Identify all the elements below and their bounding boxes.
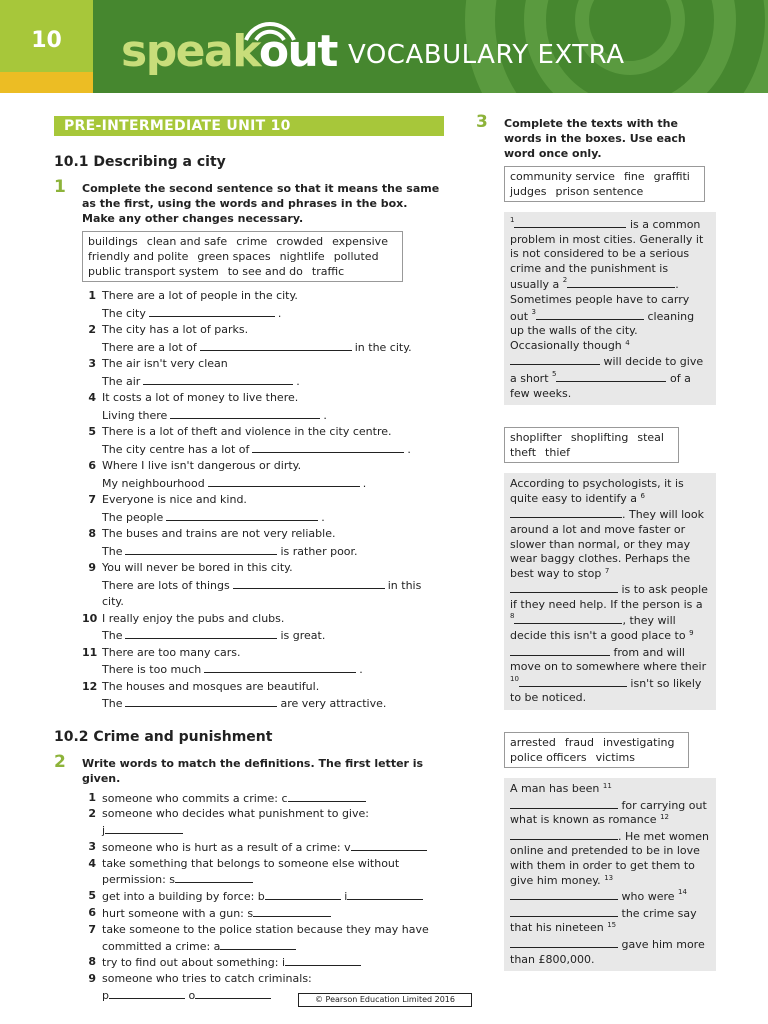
exercise-item: [82, 424, 444, 458]
item-number: 3: [88, 839, 96, 853]
exercise-item: [82, 888, 444, 905]
answer-blank[interactable]: [125, 695, 277, 707]
sentence-end: .: [323, 408, 327, 422]
first-letter: i: [344, 890, 348, 904]
word-box-line: [510, 430, 673, 445]
answer-blank[interactable]: [510, 936, 618, 948]
answer-blank[interactable]: [125, 543, 277, 555]
exercise-item: [82, 905, 444, 922]
original-sentence: Everyone is nice and kind.: [102, 493, 247, 506]
word-option: shoplifting: [570, 431, 629, 445]
answer-blank[interactable]: [166, 509, 318, 521]
item-number: 11: [82, 645, 98, 659]
word-option: traffic: [311, 265, 345, 278]
word-option: buildings: [88, 235, 138, 248]
sentence-end: in the city.: [354, 340, 412, 354]
answer-blank[interactable]: [510, 506, 622, 518]
word-option: polluted: [333, 250, 379, 263]
exercise-item: [82, 839, 444, 856]
answer-blank[interactable]: [536, 308, 644, 320]
sentence-start: The air: [102, 374, 141, 388]
exercise-item: [82, 356, 444, 390]
rewrite-sentence: [102, 661, 444, 679]
definition-text: [102, 856, 444, 872]
item-number: 8: [88, 527, 96, 540]
word-option: crime: [236, 235, 268, 248]
sentence-start: The people: [102, 510, 164, 524]
word-option: thief: [545, 446, 571, 460]
sentence-end: .: [277, 306, 282, 320]
gap-number: 1: [510, 216, 515, 224]
gap-number: 8: [510, 612, 515, 621]
original-sentence: There are too many cars.: [102, 645, 241, 659]
definition-line: hurt someone with a gun: s: [102, 907, 254, 921]
word-option: nightlife: [279, 250, 325, 263]
sentence-start: The: [102, 544, 123, 558]
word-option: fraud: [564, 736, 595, 750]
word-box-2: [504, 427, 679, 463]
exercise-item: [82, 560, 444, 611]
item-number: 7: [88, 922, 96, 936]
answer-blank[interactable]: [200, 339, 352, 351]
answer-blank[interactable]: [109, 987, 185, 999]
first-letter: p: [102, 989, 109, 1003]
exercise-instruction: Write words to match the definitions. The first letter is given.: [82, 756, 424, 785]
copyright-footer: © Pearson Education Limited 2016: [298, 993, 472, 1007]
answer-blank[interactable]: [149, 305, 275, 317]
sentence-end: is rather poor.: [280, 544, 358, 558]
text-segment: will decide to give a short: [510, 355, 704, 385]
gap-number: 2: [562, 276, 568, 285]
rewrite-sentence: [102, 475, 444, 493]
exercise-number: 3: [476, 112, 488, 132]
answer-blank[interactable]: [510, 888, 618, 900]
word-option: prison sentence: [555, 185, 644, 198]
answer-blank[interactable]: [195, 987, 271, 999]
original-sentence: I really enjoy the pubs and clubs.: [102, 611, 285, 625]
item-number: 1: [88, 790, 96, 804]
word-option: clean and safe: [146, 235, 228, 248]
word-option: investigating: [603, 736, 675, 750]
text-segment: gave him more than £800,000.: [510, 937, 705, 966]
gap-number: 3: [531, 307, 536, 316]
item-number: 5: [88, 889, 96, 903]
sentence-end: are very attractive.: [280, 697, 387, 710]
definition-text: [102, 888, 444, 905]
text-segment: the crime say that his nineteen: [510, 906, 697, 935]
sentence-start: There are lots of things: [102, 578, 230, 592]
definition-line: committed a crime: a: [102, 939, 221, 953]
text-segment: who were: [621, 890, 675, 904]
rewrite-sentence: [102, 373, 444, 391]
text-segment: is a common problem in most cities. Generally it is not considered to be a serious crime and the punishment is usually a: [510, 218, 704, 292]
speakout-logo: [121, 26, 337, 77]
definition-text: [102, 971, 444, 987]
word-option: shoplifter: [510, 431, 562, 445]
answer-blank[interactable]: [265, 888, 341, 900]
item-number: 10: [82, 611, 98, 625]
definition-line: someone who tries to catch criminals:: [102, 972, 312, 986]
exercise-3: [476, 112, 716, 971]
exercise-items: [82, 790, 444, 1004]
exercise-item: [82, 856, 444, 889]
sentence-start: The: [102, 697, 123, 710]
header-title: VOCABULARY EXTRA: [348, 40, 625, 70]
left-column: [54, 116, 444, 1004]
rewrite-sentence: [102, 339, 444, 357]
word-option: to see and do: [227, 265, 303, 278]
word-option: steal: [637, 431, 664, 445]
answer-blank[interactable]: [170, 407, 320, 419]
logo-part-out: out: [258, 26, 337, 77]
sentence-start: There is too much: [102, 663, 202, 676]
text-segment: . He met women online and pretended to be in love with them in order to get them to give him money.: [510, 829, 710, 887]
exercise-item: [82, 322, 444, 356]
exercise-item: [82, 954, 444, 971]
answer-blank[interactable]: [514, 612, 622, 624]
unit-tab-strip: [0, 72, 93, 93]
text-box-3: [504, 778, 716, 971]
word-box-line: [88, 264, 397, 279]
word-option: theft: [510, 446, 537, 460]
original-sentence: The air isn't very clean: [102, 357, 228, 370]
word-option: crowded: [276, 235, 324, 248]
word-option: arrested: [510, 736, 556, 750]
definition-text: [102, 938, 444, 955]
rewrite-sentence: [102, 407, 444, 425]
exercise-2: [54, 751, 444, 1004]
original-sentence: There are a lot of people in the city.: [102, 289, 298, 302]
rewrite-sentence: [102, 509, 444, 527]
sentence-start: Living there: [102, 408, 168, 422]
text-segment: from and will move on to somewhere where their: [510, 645, 707, 674]
exercise-item: [82, 492, 444, 526]
rewrite-sentence: [102, 305, 444, 323]
text-box-2: [504, 473, 716, 710]
definition-text: [102, 871, 444, 888]
text-segment: . They will look around a lot and move faster or slower than normal, or they may wear baggy clothes. Perhaps the best way to stop: [510, 508, 705, 580]
text-box-1: [504, 212, 716, 405]
logo-part-speak: speak: [121, 26, 259, 77]
exercise-number: 2: [54, 751, 66, 772]
definition-line: permission: s: [102, 873, 176, 887]
first-letter: j: [102, 824, 106, 838]
unit-banner: PRE-INTERMEDIATE UNIT 10: [54, 116, 444, 136]
word-option: expensive: [332, 235, 388, 248]
item-number: 8: [88, 955, 96, 969]
sentence-start: The: [102, 629, 123, 642]
answer-blank[interactable]: [233, 577, 385, 589]
gap-number: 10: [510, 674, 519, 683]
word-option: fine: [623, 170, 645, 183]
item-number: 3: [88, 357, 96, 370]
sentence-end: .: [362, 476, 367, 490]
definition-text: [102, 839, 444, 856]
text-segment: . Sometimes people have to carry out: [510, 278, 690, 323]
sentence-start: The city: [102, 306, 146, 320]
item-number: 4: [88, 856, 96, 870]
sentence-start: The city centre has a lot of: [102, 442, 250, 456]
word-option: graffiti: [653, 170, 690, 183]
definition-line: take something that belongs to someone else without: [102, 856, 400, 870]
definition-line: someone who decides what punishment to give:: [102, 807, 369, 821]
gap-number: 7: [604, 566, 610, 575]
definition-line: someone who commits a crime: c: [102, 791, 288, 805]
first-letter: o: [188, 989, 196, 1003]
sentence-end: in this city.: [102, 578, 422, 608]
exercise-items: [82, 288, 444, 713]
gap-number: 9: [689, 629, 694, 638]
original-sentence: You will never be bored in this city.: [102, 561, 293, 574]
item-number: 9: [88, 972, 96, 986]
gap-number: 15: [607, 921, 617, 930]
item-number: 1: [88, 289, 96, 302]
answer-blank[interactable]: [510, 581, 618, 593]
text-segment: is to ask people if they need help. If the person is a: [510, 583, 708, 611]
word-option: green spaces: [197, 250, 271, 263]
exercise-instruction: Complete the texts with the words in the boxes. Use each word once only.: [504, 117, 686, 160]
rewrite-sentence: [102, 695, 444, 713]
sentence-end: is great.: [280, 629, 326, 642]
word-box-3: [504, 732, 689, 768]
original-sentence: The city has a lot of parks.: [102, 323, 249, 336]
answer-blank[interactable]: [510, 644, 610, 656]
word-option: public transport system: [88, 265, 219, 278]
exercise-item: [82, 611, 444, 645]
sentence-end: .: [321, 510, 325, 524]
text-segment: for carrying out what is known as romance: [510, 798, 707, 827]
answer-blank[interactable]: [510, 905, 618, 917]
text-segment: cleaning up the walls of the city. Occasionally though: [510, 309, 695, 352]
original-sentence: It costs a lot of money to live there.: [102, 391, 299, 404]
text-segment: , they will decide this isn't a good place to: [510, 614, 686, 643]
item-number: 12: [82, 679, 98, 693]
item-number: 7: [88, 493, 96, 506]
definition-line: try to find out about something: i: [102, 956, 286, 970]
answer-blank[interactable]: [556, 370, 666, 382]
original-sentence: Where I live isn't dangerous or dirty.: [102, 459, 302, 472]
word-box-line: [88, 234, 397, 249]
answer-blank[interactable]: [351, 839, 427, 851]
word-option: community service: [510, 170, 615, 183]
answer-blank[interactable]: [510, 828, 618, 840]
answer-blank[interactable]: [288, 790, 366, 802]
text-segment: A man has been: [510, 782, 600, 796]
word-option: victims: [595, 751, 636, 765]
answer-blank[interactable]: [519, 675, 627, 687]
exercise-item: [82, 790, 444, 807]
section-title-describing-city: 10.1 Describing a city: [54, 154, 226, 170]
page-header: [0, 0, 768, 93]
answer-blank[interactable]: [143, 373, 293, 385]
word-box-line: [510, 445, 673, 460]
exercise-number: 1: [54, 177, 66, 197]
exercise-item: [82, 679, 444, 713]
answer-blank[interactable]: [175, 871, 253, 883]
item-number: 2: [88, 807, 96, 821]
sentence-end: .: [296, 374, 300, 388]
exercise-item: [82, 458, 444, 492]
sentence-end: .: [407, 442, 411, 456]
definition-text: [102, 954, 444, 971]
answer-blank[interactable]: [204, 661, 356, 673]
exercise-item: [82, 288, 444, 322]
rewrite-sentence: [102, 441, 444, 459]
item-number: 2: [88, 323, 96, 336]
word-box-line: [510, 169, 699, 184]
item-number: 6: [88, 459, 96, 472]
original-sentence: There is a lot of theft and violence in the city centre.: [102, 425, 392, 438]
gap-number: 13: [604, 873, 614, 882]
right-column: [476, 112, 716, 971]
rewrite-sentence: [102, 577, 444, 611]
exercise-item: [82, 922, 444, 955]
word-box-line: [88, 249, 397, 264]
section-title-crime: 10.2 Crime and punishment: [54, 728, 273, 745]
rewrite-sentence: [102, 627, 444, 645]
gap-number: 5: [552, 369, 557, 378]
exercise-item: [82, 390, 444, 424]
gap-number: 4: [625, 338, 630, 347]
definition-text: [102, 922, 444, 938]
answer-blank[interactable]: [510, 797, 618, 809]
unit-number: 10: [31, 28, 62, 53]
answer-blank[interactable]: [514, 216, 626, 228]
answer-blank[interactable]: [567, 276, 675, 288]
word-box-1: [504, 166, 705, 202]
answer-blank[interactable]: [125, 627, 277, 639]
word-box-line: [510, 184, 699, 199]
item-number: 6: [88, 906, 96, 920]
exercise-instruction: Complete the second sentence so that it means the same as the first, using the words and phrases in the box. Make any other changes necessary.: [82, 182, 440, 225]
sentence-start: My neighbourhood: [102, 476, 205, 490]
word-box: [82, 231, 403, 282]
sentence-start: There are a lot of: [102, 340, 197, 354]
word-box-line: [510, 735, 683, 750]
text-segment: isn't so likely to be noticed.: [510, 676, 702, 705]
rewrite-sentence: [102, 543, 444, 561]
definition-text: [102, 790, 444, 807]
original-sentence: The houses and mosques are beautiful.: [102, 679, 320, 693]
definition-line: get into a building by force: b: [102, 890, 265, 904]
answer-blank[interactable]: [252, 441, 404, 453]
item-number: 4: [88, 391, 96, 404]
answer-blank[interactable]: [285, 954, 361, 966]
text-segment: of a few weeks.: [510, 371, 691, 400]
answer-blank[interactable]: [208, 475, 360, 487]
gap-number: 14: [678, 888, 687, 897]
answer-line: [102, 822, 444, 839]
exercise-item: [82, 526, 444, 560]
item-number: 9: [88, 561, 96, 574]
word-box-line: [510, 750, 683, 765]
answer-blank[interactable]: [253, 905, 331, 917]
answer-blank[interactable]: [510, 353, 600, 365]
exercise-item: [82, 645, 444, 679]
answer-blank[interactable]: [220, 938, 296, 950]
word-option: police officers: [510, 751, 587, 765]
item-number: 5: [88, 425, 96, 438]
gap-number: 11: [602, 782, 612, 791]
gap-number: 6: [640, 491, 645, 500]
sentence-end: .: [359, 663, 363, 676]
definition-text: [102, 905, 444, 922]
text-segment: According to psychologists, it is quite easy to identify a: [510, 477, 684, 505]
exercise-1: [54, 177, 444, 713]
answer-blank[interactable]: [347, 888, 423, 900]
original-sentence: The buses and trains are not very reliable.: [102, 527, 336, 540]
definition-text: [102, 806, 444, 822]
gap-number: 12: [660, 813, 669, 822]
definition-line: take someone to the police station because they may have: [102, 922, 429, 936]
answer-blank[interactable]: [105, 822, 183, 834]
word-option: friendly and polite: [88, 250, 189, 263]
exercise-item: [82, 806, 444, 839]
definition-line: someone who is hurt as a result of a crime: v: [102, 840, 351, 854]
word-option: judges: [510, 185, 547, 198]
